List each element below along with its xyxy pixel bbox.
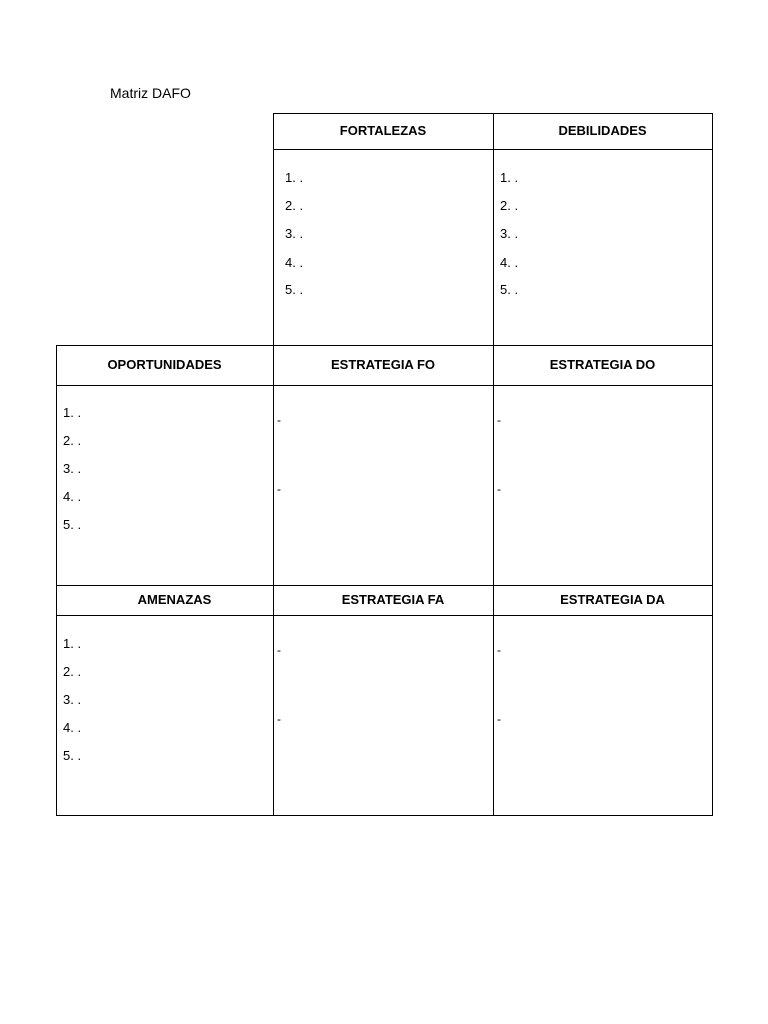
list-item-oportunidades: 5. . — [63, 517, 82, 532]
grid-line — [56, 345, 57, 816]
list-item-oportunidades: 1. . — [63, 405, 82, 420]
list-item-debilidades: 4. . — [500, 255, 519, 270]
strategy-fo-mark: - — [277, 413, 281, 427]
strategy-da-mark: - — [497, 712, 501, 726]
grid-line — [56, 385, 713, 386]
list-item-amenazas: 2. . — [63, 664, 82, 679]
list-item-debilidades: 5. . — [500, 282, 519, 297]
header-estrategia-fo: ESTRATEGIA FO — [331, 357, 435, 372]
grid-line — [56, 345, 713, 346]
header-amenazas: AMENAZAS — [137, 592, 212, 607]
grid-line — [56, 815, 713, 816]
list-item-debilidades: 3. . — [500, 226, 519, 241]
header-estrategia-fa: ESTRATEGIA FA — [341, 592, 445, 607]
list-item-fortalezas: 3. . — [285, 226, 304, 241]
grid-line — [493, 113, 494, 816]
strategy-fo-mark: - — [277, 482, 281, 496]
header-oportunidades: OPORTUNIDADES — [107, 357, 222, 372]
header-estrategia-da: ESTRATEGIA DA — [560, 592, 665, 607]
header-fortalezas: FORTALEZAS — [339, 123, 427, 138]
document-title: Matriz DAFO — [110, 85, 191, 101]
list-item-debilidades: 2. . — [500, 198, 519, 213]
strategy-fa-mark: - — [277, 643, 281, 657]
strategy-do-mark: - — [497, 482, 501, 496]
list-item-fortalezas: 1. . — [285, 170, 304, 185]
list-item-oportunidades: 3. . — [63, 461, 82, 476]
list-item-amenazas: 3. . — [63, 692, 82, 707]
list-item-amenazas: 4. . — [63, 720, 82, 735]
list-item-amenazas: 5. . — [63, 748, 82, 763]
grid-line — [273, 113, 274, 816]
strategy-do-mark: - — [497, 413, 501, 427]
list-item-oportunidades: 2. . — [63, 433, 82, 448]
header-estrategia-do: ESTRATEGIA DO — [549, 357, 656, 372]
grid-line — [56, 585, 713, 586]
grid-line — [56, 615, 713, 616]
strategy-da-mark: - — [497, 643, 501, 657]
list-item-fortalezas: 5. . — [285, 282, 304, 297]
list-item-fortalezas: 2. . — [285, 198, 304, 213]
header-debilidades: DEBILIDADES — [558, 123, 647, 138]
strategy-fa-mark: - — [277, 712, 281, 726]
list-item-oportunidades: 4. . — [63, 489, 82, 504]
list-item-fortalezas: 4. . — [285, 255, 304, 270]
grid-line — [712, 113, 713, 816]
list-item-amenazas: 1. . — [63, 636, 82, 651]
list-item-debilidades: 1. . — [500, 170, 519, 185]
